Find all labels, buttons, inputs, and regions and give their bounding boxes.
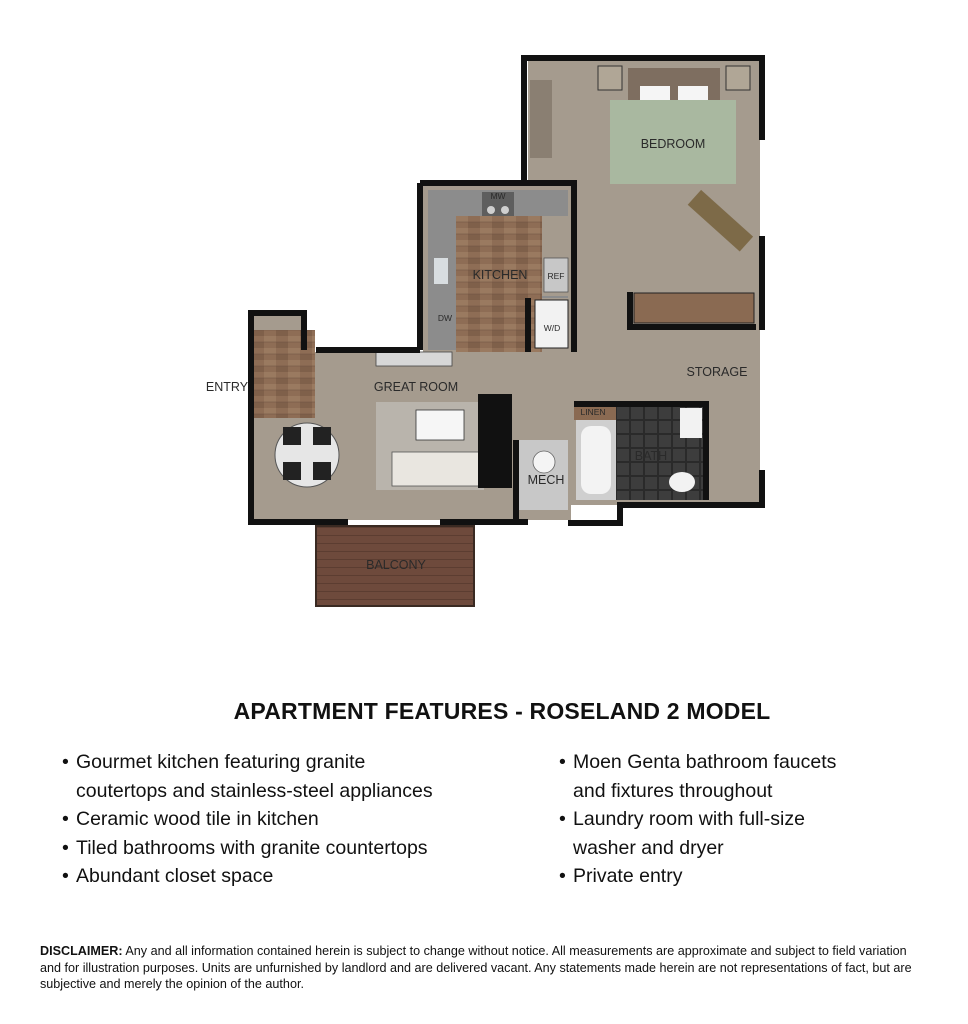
disclaimer-label: DISCLAIMER: [40,944,123,958]
label-bedroom: BEDROOM [640,137,706,151]
feature-item: • Tiled bathrooms with granite countertops [62,834,482,863]
kitchen-sink [434,258,448,284]
label-mw: MW [490,191,506,201]
label-kitchen: KITCHEN [472,268,528,282]
disclaimer-text: Any and all information contained herein is subject to change without notice. All measurements are approximate and subject to field variation and for illustration purposes. Units are unfurnished by landlord and are delivered vacant. Any statements made herein are not representations of fact, but are subjective and merely the opinion of the author. [40,944,912,991]
bullet-icon: • [62,808,69,830]
bullet-icon: • [62,836,69,859]
disclaimer [40,943,930,993]
label-entry: ENTRY [205,380,249,394]
bullet-icon: • [62,751,69,773]
bullet-icon: • [62,865,69,887]
features-list-left [62,748,482,891]
bullet-icon: • [559,808,566,830]
features-title: APARTMENT FEATURES - ROSELAND 2 MODEL [233,698,771,724]
feature-item: • Abundant closet space [62,862,482,891]
features-list-right [559,748,899,891]
label-bath: BATH [634,449,668,463]
label-linen: LINEN [580,407,606,417]
label-balcony: BALCONY [366,558,426,572]
label-wd: W/D [543,323,561,333]
label-dw: DW [437,313,453,323]
label-mech: MECH [527,473,565,487]
feature-item: • Private entry [559,862,899,891]
bullet-icon: • [559,865,566,887]
label-ref: REF [547,271,565,281]
feature-item: • Ceramic wood tile in kitchen [62,805,482,834]
label-storage: STORAGE [686,365,748,379]
feature-item: • Laundry room with full-size washer and dryer [559,805,899,862]
feature-item: • Gourmet kitchen featuring granite coutertops and stainless-steel appliances [62,748,482,805]
label-great-room: GREAT ROOM [373,380,459,394]
bullet-icon: • [559,751,566,773]
feature-item: • Moen Genta bathroom faucets and fixtures throughout [559,748,899,805]
